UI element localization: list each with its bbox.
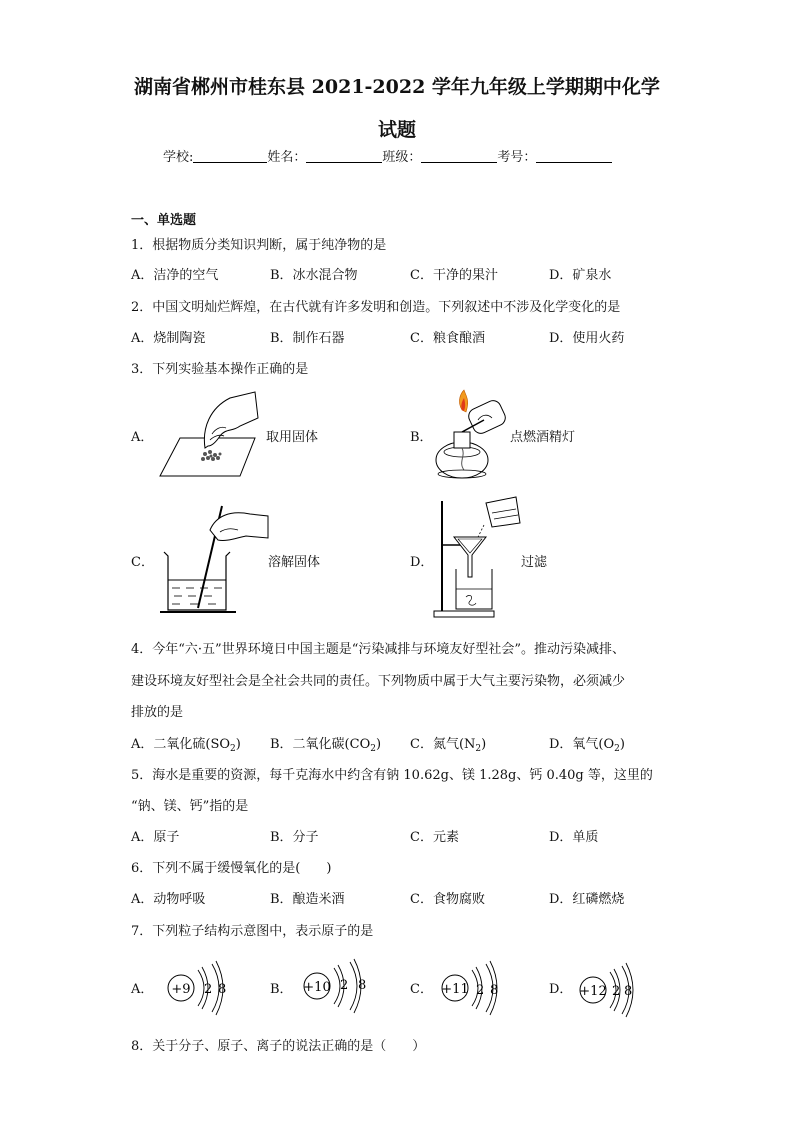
q7-option-c[interactable]: C． — [410, 982, 433, 997]
q3-a-caption: 取用固体 — [266, 430, 319, 445]
q6-option-b[interactable]: B．酿造米酒 — [270, 892, 345, 907]
shell-d-2: 8 — [624, 984, 633, 999]
atom-diagram-d — [578, 960, 650, 1020]
q5-line1: 5．海水是重要的资源，每千克海水中约含有钠 10.62g、镁 1.28g、钙 0.40g 等，这里的 — [131, 768, 653, 783]
q5-option-b[interactable]: B．分子 — [270, 830, 319, 845]
q2-option-a[interactable]: A．烧制陶瓷 — [131, 331, 206, 346]
atom-diagram-c — [440, 958, 512, 1018]
q4-line1: 4．今年“六·五”世界环境日中国主题是“污染减排与环境友好型社会”。推动污染减排、 — [131, 642, 625, 657]
q2-option-b[interactable]: B．制作石器 — [270, 331, 345, 346]
q4-d-sub: 2 — [614, 744, 620, 754]
name-blank[interactable] — [306, 148, 382, 163]
q7-option-b[interactable]: B． — [270, 982, 293, 997]
shell-d-1: 2 — [612, 984, 621, 999]
q3-option-d[interactable]: D． — [410, 555, 434, 570]
class-blank[interactable] — [421, 148, 497, 163]
q4-d-text: D．氧气(O — [549, 737, 615, 752]
section-title: 一、单选题 — [131, 213, 197, 228]
q7-option-d[interactable]: D． — [549, 982, 573, 997]
class-label: 班级： — [382, 150, 422, 165]
q4-d-end: ) — [619, 737, 625, 752]
q4-option-b[interactable] — [270, 733, 381, 754]
q3-b-caption: 点燃酒精灯 — [510, 430, 576, 445]
q4-a-sub: 2 — [230, 744, 236, 754]
q6-option-c[interactable]: C．食物腐败 — [410, 892, 485, 907]
atom-diagram-a — [164, 958, 236, 1018]
q2-stem: 2．中国文明灿烂辉煌，在古代就有许多发明和创造。下列叙述中不涉及化学变化的是 — [131, 300, 621, 315]
q4-c-end: ) — [481, 737, 487, 752]
alcohol-lamp-illustration — [432, 390, 512, 485]
q3-option-a[interactable]: A． — [131, 430, 154, 445]
shell-a-1: 2 — [204, 982, 213, 997]
q3-stem: 3．下列实验基本操作正确的是 — [131, 362, 309, 377]
number-label: 考号： — [497, 150, 537, 165]
q7-stem: 7．下列粒子结构示意图中，表示原子的是 — [131, 924, 374, 939]
exam-title-line1: 湖南省郴州市桂东县 2021-2022 学年九年级上学期期中化学 — [134, 76, 660, 98]
q3-c-caption: 溶解固体 — [268, 555, 321, 570]
q4-c-text: C．氮气(N — [410, 737, 476, 752]
q1-option-b[interactable]: B．冰水混合物 — [270, 268, 358, 283]
take-solid-illustration — [160, 388, 260, 478]
q2-option-c[interactable]: C．粮食酿酒 — [410, 331, 485, 346]
q5-option-a[interactable]: A．原子 — [131, 830, 180, 845]
q5-option-c[interactable]: C．元素 — [410, 830, 459, 845]
q3-option-c[interactable]: C． — [131, 555, 154, 570]
nucleus-b: +10 — [303, 980, 331, 995]
shell-c-1: 2 — [476, 983, 485, 998]
school-label: 学校: — [163, 150, 194, 165]
atom-diagram-b — [302, 956, 374, 1016]
q4-b-sub: 2 — [370, 744, 376, 754]
nucleus-a: +9 — [171, 982, 191, 997]
q7-option-a[interactable]: A． — [131, 982, 154, 997]
q3-option-b[interactable]: B． — [410, 430, 433, 445]
number-blank[interactable] — [536, 148, 612, 163]
q1-option-c[interactable]: C．干净的果汁 — [410, 268, 498, 283]
q4-option-c[interactable] — [410, 733, 486, 754]
filtration-illustration — [430, 493, 530, 623]
q8-stem: 8．关于分子、原子、离子的说法正确的是（ ） — [131, 1039, 426, 1054]
q6-option-a[interactable]: A．动物呼吸 — [131, 892, 206, 907]
q1-stem: 1．根据物质分类知识判断，属于纯净物的是 — [131, 238, 387, 253]
q4-b-text: B．二氧化碳(CO — [270, 737, 371, 752]
q4-c-sub: 2 — [475, 744, 482, 754]
q1-option-a[interactable]: A．洁净的空气 — [131, 268, 219, 283]
exam-title-line2: 试题 — [377, 119, 416, 141]
q4-line2: 建设环境友好型社会是全社会共同的责任。下列物质中属于大气主要污染物，必须减少 — [131, 674, 626, 689]
q4-line3: 排放的是 — [131, 705, 184, 720]
beaker-stirring-illustration — [160, 500, 270, 620]
q5-option-d[interactable]: D．单质 — [549, 830, 599, 845]
q4-b-end: ) — [375, 737, 382, 752]
q6-stem: 6．下列不属于缓慢氧化的是( ) — [131, 861, 332, 876]
q3-d-caption: 过滤 — [521, 555, 548, 570]
student-info-row — [163, 146, 612, 165]
q4-a-end: ) — [235, 737, 241, 752]
nucleus-c: +11 — [441, 982, 469, 997]
shell-a-2: 8 — [218, 982, 227, 997]
shell-b-1: 2 — [340, 978, 349, 993]
q4-option-a[interactable] — [131, 733, 241, 754]
q6-option-d[interactable]: D．红磷燃烧 — [549, 892, 625, 907]
q2-option-d[interactable]: D．使用火药 — [549, 331, 625, 346]
shell-b-2: 8 — [358, 978, 367, 993]
q1-option-d[interactable]: D．矿泉水 — [549, 268, 612, 283]
q4-option-d[interactable] — [549, 733, 625, 754]
name-label: 姓名： — [267, 150, 307, 165]
q4-a-text: A．二氧化硫(SO — [131, 737, 231, 752]
q5-line2: “钠、镁、钙”指的是 — [131, 799, 249, 814]
shell-c-2: 8 — [490, 983, 499, 998]
school-blank[interactable] — [193, 148, 267, 163]
nucleus-d: +12 — [579, 984, 607, 999]
